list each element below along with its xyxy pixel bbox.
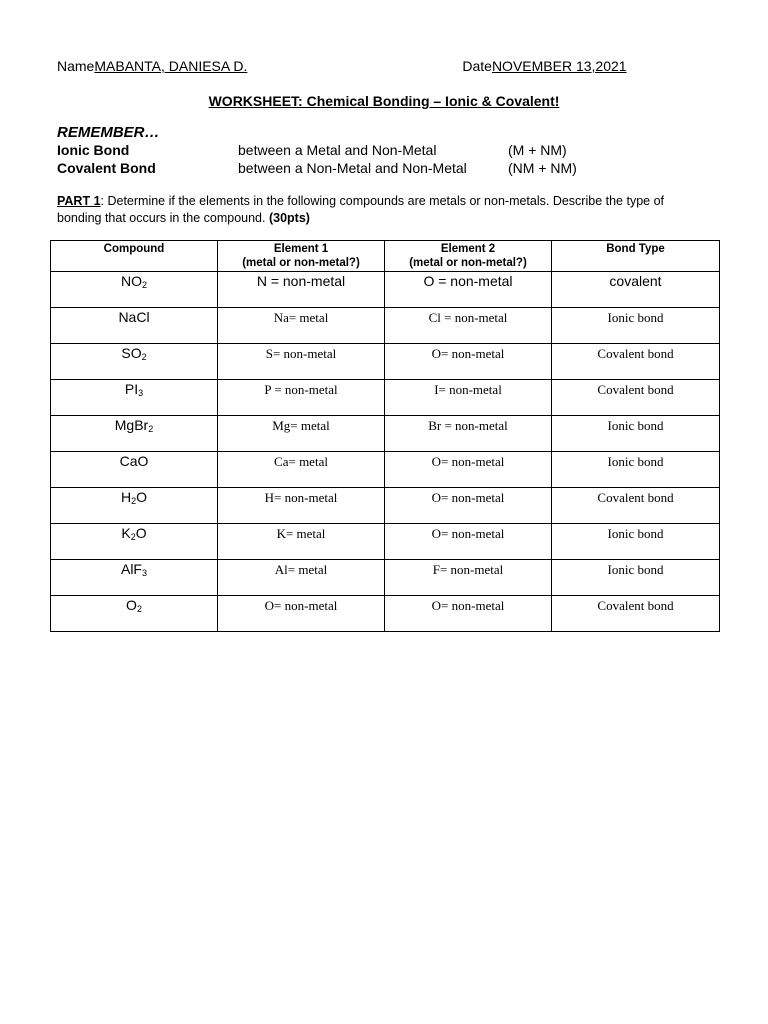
table-row [51,596,720,632]
bond-type-cell: Ionic bond [552,560,720,596]
part1-points: (30pts) [268,211,310,225]
table-row [51,560,720,596]
part1-text: : Determine if the elements in the following compounds are metals or non-metals. Describe the type of bonding that occurs in the compound. [57,194,665,225]
element1-cell: Ca= metal [218,452,385,488]
header-compound: Compound [51,241,218,272]
element1-cell: Mg= metal [218,416,385,452]
bond-type-cell: Covalent bond [552,380,720,416]
bond-type-cell: Covalent bond [552,596,720,632]
compound-cell: $PI_3$ [51,380,218,416]
element1-cell: N = non-metal [218,272,385,308]
element1-cell: Al= metal [218,560,385,596]
element2-cell: O= non-metal [385,524,552,560]
element1-cell: K= metal [218,524,385,560]
header-element1: Element 1 (metal or non-metal?) [218,241,385,272]
compound-cell: MgBr$_2$ [51,416,218,452]
remember-heading: REMEMBER… [57,124,160,141]
element2-cell: Cl = non-metal [385,308,552,344]
ionic-description: between a Metal and Non-Metal [238,142,437,158]
element1-cell: P = non-metal [218,380,385,416]
header-bond-type: Bond Type [552,241,720,272]
bond-type-cell: Covalent bond [552,344,720,380]
bond-type-cell: covalent [552,272,720,308]
ionic-term: Ionic Bond [57,142,130,158]
table-header-row [51,241,720,272]
element2-cell: O= non-metal [385,488,552,524]
element1-cell: O= non-metal [218,596,385,632]
table-row [51,272,720,308]
element2-cell: Br = non-metal [385,416,552,452]
covalent-abbreviation: (NM + NM) [508,160,577,176]
table-row [51,380,720,416]
date-label: Date [462,58,492,74]
bond-type-cell: Ionic bond [552,452,720,488]
header-line [57,58,697,74]
bond-type-cell: Ionic bond [552,524,720,560]
bond-type-cell: Ionic bond [552,308,720,344]
element1-cell: S= non-metal [218,344,385,380]
compound-cell: $H_2O$ [51,488,218,524]
ionic-abbreviation: (M + NM) [508,142,567,158]
table-body [51,272,720,632]
compound-cell: NaCl [51,308,218,344]
part1-label: PART 1 [57,194,101,208]
bond-type-cell: Covalent bond [552,488,720,524]
compound-cell: CaO [51,452,218,488]
header-element2: Element 2 (metal or non-metal?) [385,241,552,272]
element1-cell: H= non-metal [218,488,385,524]
bond-type-cell: Ionic bond [552,416,720,452]
part1-instructions [57,193,707,227]
table-row [51,452,720,488]
name-label: Name [57,58,95,74]
table-row [51,488,720,524]
name-value: MABANTA, DANIESA D. [94,58,248,74]
bonding-table [50,240,720,632]
compound-cell: $O_2$ [51,596,218,632]
compound-cell: $SO_2$ [51,344,218,380]
worksheet-title: WORKSHEET: Chemical Bonding – Ionic & Covalent! [208,93,560,109]
date-value: NOVEMBER 13,2021 [491,58,627,74]
table-row [51,524,720,560]
element2-cell: O = non-metal [385,272,552,308]
compound-cell: $NO_2$ [51,272,218,308]
compound-cell: $K_2O$ [51,524,218,560]
covalent-description: between a Non-Metal and Non-Metal [238,160,467,176]
table-row [51,308,720,344]
element2-cell: O= non-metal [385,596,552,632]
element2-cell: O= non-metal [385,452,552,488]
element1-cell: Na= metal [218,308,385,344]
compound-cell: AlF$_3$ [51,560,218,596]
element2-cell: O= non-metal [385,344,552,380]
table-row [51,416,720,452]
table-row [51,344,720,380]
element2-cell: F= non-metal [385,560,552,596]
covalent-term: Covalent Bond [57,160,156,176]
element2-cell: I= non-metal [385,380,552,416]
